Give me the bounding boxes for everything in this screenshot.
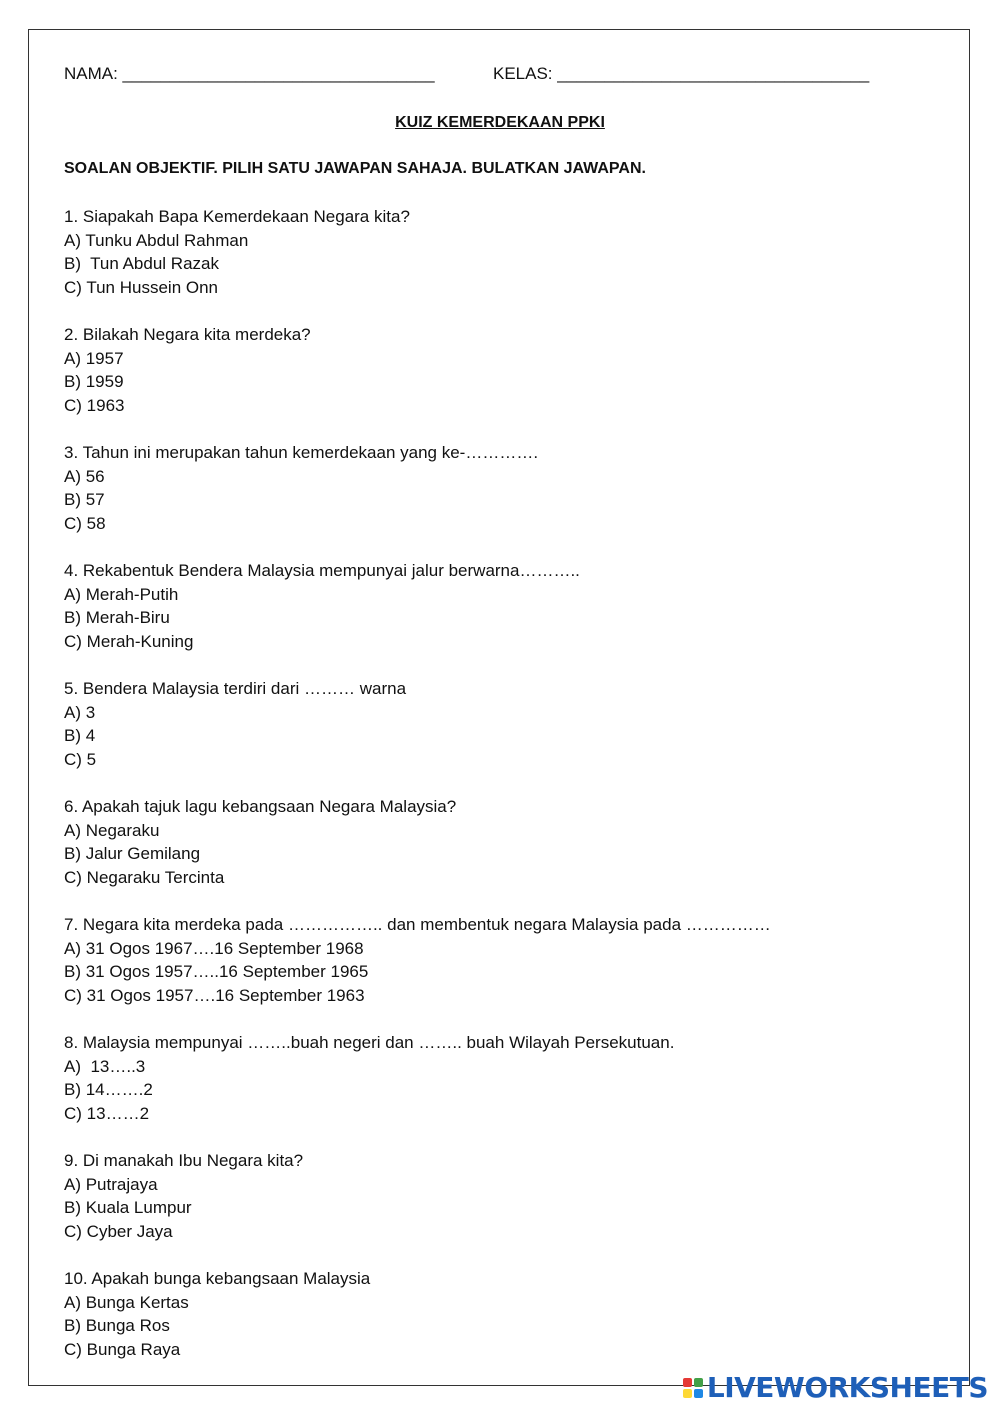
logo-text: LIVEWORKSHEETS xyxy=(706,1371,988,1404)
answer-option-b[interactable]: B) Merah-Biru xyxy=(64,608,170,628)
instruction-text: SOALAN OBJEKTIF. PILIH SATU JAWAPAN SAHAJA. BULATKAN JAWAPAN. xyxy=(64,160,646,177)
answer-option-b[interactable]: B) Tun Abdul Razak xyxy=(64,254,219,274)
question-8 xyxy=(64,1031,944,1149)
answer-option-c[interactable]: C) Negaraku Tercinta xyxy=(64,868,225,888)
answer-option-b[interactable]: B) Kuala Lumpur xyxy=(64,1198,192,1218)
nama-field[interactable]: NAMA: _________________________________ xyxy=(64,64,435,83)
question-text: 6. Apakah tajuk lagu kebangsaan Negara Malaysia? xyxy=(64,797,457,816)
answer-option-a[interactable]: A) 13…..3 xyxy=(64,1056,146,1076)
answer-option-a[interactable]: A) Bunga Kertas xyxy=(64,1292,189,1312)
page-title: KUIZ KEMERDEKAAN PPKI xyxy=(395,114,605,131)
answer-option-b[interactable]: B) 1959 xyxy=(64,372,124,392)
answer-option-b[interactable]: B) Jalur Gemilang xyxy=(64,844,201,864)
answer-option-b[interactable]: B) Bunga Ros xyxy=(64,1316,170,1336)
question-text: 8. Malaysia mempunyai ……..buah negeri dan …….. buah Wilayah Persekutuan. xyxy=(64,1033,675,1052)
liveworksheets-logo[interactable] xyxy=(683,1371,988,1404)
question-text: 9. Di manakah Ibu Negara kita? xyxy=(64,1151,304,1170)
answer-option-c[interactable]: C) 31 Ogos 1957….16 September 1963 xyxy=(64,986,365,1006)
question-text: 4. Rekabentuk Bendera Malaysia mempunyai jalur berwarna……….. xyxy=(64,561,580,580)
question-text: 5. Bendera Malaysia terdiri dari ……… warna xyxy=(64,679,407,698)
answer-option-c[interactable]: C) 13……2 xyxy=(64,1104,150,1124)
answer-option-a[interactable]: A) 1957 xyxy=(64,348,124,368)
answer-option-c[interactable]: C) Cyber Jaya xyxy=(64,1222,173,1242)
answer-option-b[interactable]: B) 57 xyxy=(64,490,105,510)
question-text: 1. Siapakah Bapa Kemerdekaan Negara kita? xyxy=(64,207,410,226)
question-text: 2. Bilakah Negara kita merdeka? xyxy=(64,325,311,344)
answer-option-a[interactable]: A) 3 xyxy=(64,702,96,722)
question-1 xyxy=(64,205,944,323)
answer-option-c[interactable]: C) Merah-Kuning xyxy=(64,632,194,652)
answer-option-b[interactable]: B) 14…….2 xyxy=(64,1080,153,1100)
logo-square-yellow xyxy=(683,1389,692,1398)
answer-option-a[interactable]: A) Negaraku xyxy=(64,820,160,840)
question-3 xyxy=(64,441,944,559)
question-2 xyxy=(64,323,944,441)
answer-option-b[interactable]: B) 31 Ogos 1957…..16 September 1965 xyxy=(64,962,369,982)
logo-square-red xyxy=(683,1378,692,1387)
question-text: 7. Negara kita merdeka pada …………….. dan membentuk negara Malaysia pada …………… xyxy=(64,915,771,934)
answer-option-a[interactable]: A) 56 xyxy=(64,466,105,486)
answer-option-a[interactable]: A) Tunku Abdul Rahman xyxy=(64,230,249,250)
answer-option-a[interactable]: A) Merah-Putih xyxy=(64,584,179,604)
question-7 xyxy=(64,913,944,1031)
answer-option-a[interactable]: A) 31 Ogos 1967….16 September 1968 xyxy=(64,938,364,958)
answer-option-c[interactable]: C) Bunga Raya xyxy=(64,1340,181,1360)
question-6 xyxy=(64,795,944,913)
question-5 xyxy=(64,677,944,795)
answer-option-c[interactable]: C) 1963 xyxy=(64,396,125,416)
question-9 xyxy=(64,1149,944,1267)
answer-option-c[interactable]: C) Tun Hussein Onn xyxy=(64,278,219,298)
answer-option-c[interactable]: C) 5 xyxy=(64,750,97,770)
answer-option-c[interactable]: C) 58 xyxy=(64,514,106,534)
logo-square-green xyxy=(694,1378,703,1387)
answer-option-a[interactable]: A) Putrajaya xyxy=(64,1174,158,1194)
question-text: 3. Tahun ini merupakan tahun kemerdekaan yang ke-…………. xyxy=(64,443,539,462)
question-4 xyxy=(64,559,944,677)
kelas-field[interactable]: KELAS: _________________________________ xyxy=(493,64,870,83)
question-text: 10. Apakah bunga kebangsaan Malaysia xyxy=(64,1269,371,1288)
answer-option-b[interactable]: B) 4 xyxy=(64,726,96,746)
liveworksheets-logo-icon xyxy=(683,1378,703,1398)
question-10 xyxy=(64,1267,944,1385)
question-list xyxy=(64,205,944,1385)
logo-square-blue xyxy=(694,1389,703,1398)
